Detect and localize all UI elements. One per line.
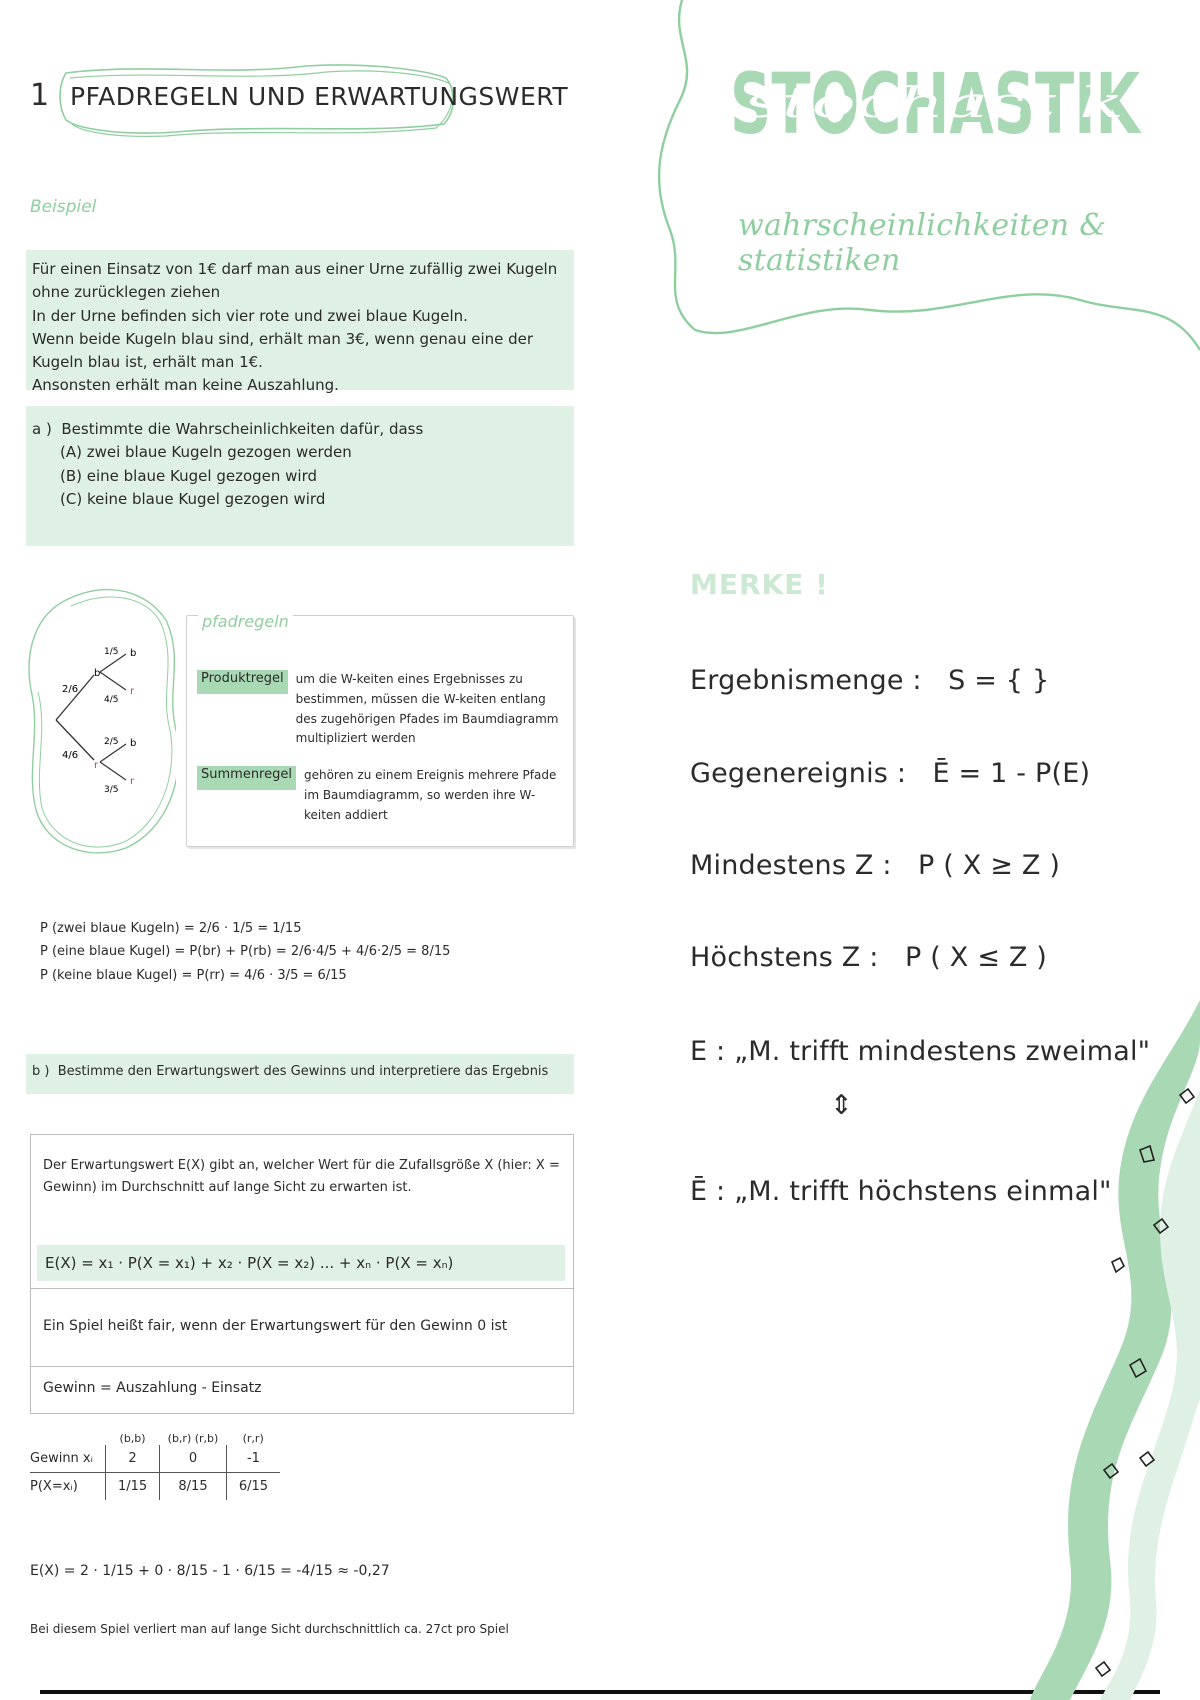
- distribution-table: [30, 1432, 280, 1500]
- tree-node: r: [130, 776, 135, 787]
- table-cell: -1: [246, 1451, 260, 1466]
- table-header-cell: (r,r): [242, 1432, 264, 1445]
- probability-calculations: [40, 917, 450, 987]
- ergebnismenge-formula: S = { }: [948, 665, 1050, 696]
- product-rule-tag: Produktregel: [197, 670, 288, 694]
- mindestens-label: Mindestens Z :: [690, 850, 892, 881]
- expected-value-box: [30, 1134, 574, 1414]
- tree-node: b: [130, 738, 137, 749]
- sum-rule-text: gehören zu einem Ereignis mehrere Pfade im Baumdiagramm, so werden ihre W-keiten addiert: [303, 768, 557, 822]
- table-cell: 1/15: [105, 1473, 159, 1501]
- gegenereignis-formula: Ē = 1 - P(E): [932, 758, 1091, 789]
- task-a-label: a ): [32, 420, 52, 438]
- section-number: 1: [30, 78, 50, 113]
- intro-problem-box: [26, 250, 574, 395]
- path-rules-heading: pfadregeln: [198, 612, 293, 631]
- tree-label: 4/6: [62, 750, 79, 761]
- table-cell: 0: [160, 1445, 227, 1473]
- section-heading: PFADREGELN UND ERWARTUNGSWERT: [70, 82, 569, 111]
- mindestens-formula: P ( X ≥ Z ): [918, 850, 1061, 881]
- gegenereignis-row: [690, 758, 1090, 789]
- tree-label: 2/6: [62, 684, 79, 695]
- intro-line: Für einen Einsatz von 1€ darf man aus einer Urne zufällig zwei Kugeln ohne zurücklegen ziehen: [32, 260, 558, 302]
- subtitle: wahrscheinlichkeiten & statistiken: [738, 208, 1107, 278]
- task-a-box: [26, 406, 574, 546]
- expected-value-definition: Der Erwartungswert E(X) gibt an, welcher Wert für die Zufallsgröße X (hier: X = Gewinn) im Durchschnitt auf lange Sicht zu erwarten ist.: [43, 1158, 560, 1196]
- gewinn-formula: Gewinn = Auszahlung - Einsatz: [43, 1380, 262, 1396]
- expected-value-formula: E(X) = x₁ · P(X = x₁) + x₂ · P(X = x₂) ... + xₙ · P(X = xₙ): [37, 1245, 565, 1281]
- calc-line: P (keine blaue Kugel) = P(rr) = 4/6 · 3/5 = 6/15: [40, 967, 347, 983]
- calc-line: P (eine blaue Kugel) = P(br) + P(rb) = 2/6·4/5 + 4/6·2/5 = 8/15: [40, 944, 451, 960]
- main-title: [730, 55, 1150, 145]
- table-cell: 6/15: [226, 1473, 280, 1501]
- product-rule-text: um die W-keiten eines Ergebnisses zu bestimmen, müssen die W-keiten entlang des zugehörigen Pfades im Baumdiagramm multipliziert werden: [295, 672, 559, 746]
- beispiel-label: Beispiel: [30, 197, 97, 217]
- hoechstens-formula: P ( X ≤ Z ): [904, 942, 1048, 973]
- tree-node: b: [94, 668, 101, 679]
- task-b-box: [26, 1054, 574, 1094]
- task-a-item: (C) keine blaue Kugel gezogen wird: [60, 489, 326, 508]
- task-a-item: (B) eine blaue Kugel gezogen wird: [60, 466, 318, 485]
- table-cell: 8/15: [160, 1473, 227, 1501]
- hoechstens-row: [690, 942, 1047, 973]
- gegenereignis-label: Gegenereignis :: [690, 758, 907, 789]
- table-row-label: P(X=xᵢ): [30, 1473, 105, 1501]
- fair-game-note: Ein Spiel heißt fair, wenn der Erwartungswert für den Gewinn 0 ist: [43, 1318, 508, 1334]
- table-cell: 2: [105, 1445, 159, 1473]
- equivalence-arrow: ⇕: [830, 1090, 853, 1121]
- bottom-divider: [40, 1690, 1160, 1694]
- task-a-item: (A) zwei blaue Kugeln gezogen werden: [60, 443, 352, 462]
- intro-line: In der Urne befinden sich vier rote und zwei blaue Kugeln.: [32, 306, 468, 325]
- task-a-prompt: Bestimmte die Wahrscheinlichkeiten dafür, dass: [61, 420, 424, 438]
- event-example: E : „M. trifft mindestens zweimal": [690, 1036, 1151, 1067]
- product-rule: [197, 670, 565, 749]
- tree-label: 4/5: [104, 695, 119, 705]
- ergebnismenge-row: [690, 665, 1049, 696]
- main-title-text: STOCHASTIK: [730, 55, 1142, 145]
- table-row-label: Gewinn xᵢ: [30, 1445, 105, 1473]
- table-header-cell: (b,b): [119, 1432, 146, 1445]
- decorative-wave: [1000, 1000, 1200, 1700]
- tree-diagram: [26, 580, 176, 860]
- sum-rule: [197, 766, 565, 825]
- merke-heading: MERKE !: [690, 568, 829, 601]
- tree-node: r: [130, 686, 135, 697]
- tree-label: 2/5: [104, 737, 119, 747]
- task-b-text: Bestimme den Erwartungswert des Gewinns und interpretiere das Ergebnis: [57, 1064, 549, 1079]
- tree-label: 1/5: [104, 647, 119, 657]
- task-b-label: b ): [32, 1064, 50, 1079]
- title-wavy-frame: [650, 0, 1200, 360]
- calc-line: P (zwei blaue Kugeln) = 2/6 · 1/5 = 1/15: [40, 921, 302, 936]
- table-header-cell: (b,r) (r,b): [167, 1432, 219, 1445]
- intro-line: Wenn beide Kugeln blau sind, erhält man 3€, wenn genau eine der Kugeln blau ist, erhält man 1€.: [32, 329, 534, 371]
- interpretation-text: Bei diesem Spiel verliert man auf lange Sicht durchschnittlich ca. 27ct pro Spiel: [30, 1622, 509, 1636]
- intro-line: Ansonsten erhält man keine Auszahlung.: [32, 376, 339, 395]
- mindestens-row: [690, 850, 1060, 881]
- tree-label: 3/5: [104, 785, 119, 795]
- hoechstens-label: Höchstens Z :: [690, 942, 879, 973]
- ergebnismenge-label: Ergebnismenge :: [690, 665, 922, 696]
- tree-node: r: [94, 760, 99, 771]
- main-title-overlay: stochastik: [744, 78, 1124, 127]
- expected-value-result: E(X) = 2 · 1/15 + 0 · 8/15 - 1 · 6/15 = -4/15 ≈ -0,27: [30, 1563, 390, 1579]
- complement-example: Ē : „M. trifft höchstens einmal": [690, 1176, 1112, 1207]
- sum-rule-tag: Summenregel: [197, 766, 296, 790]
- tree-node: b: [130, 648, 137, 659]
- path-rules-box: [186, 615, 574, 847]
